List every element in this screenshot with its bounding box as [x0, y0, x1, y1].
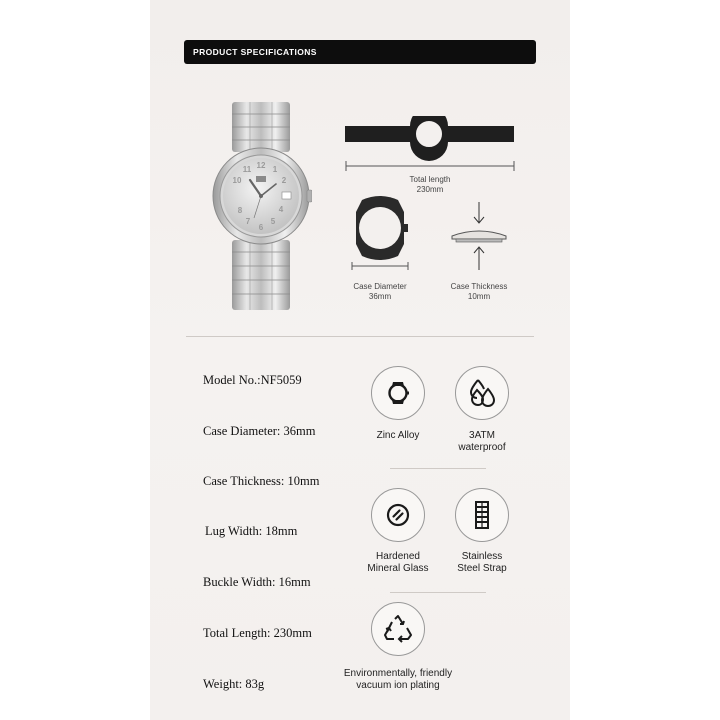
case-diameter-title: Case Diameter [353, 282, 407, 291]
watch-image [210, 100, 312, 312]
feature-ion-plating-line1: Environmentally, friendly [343, 668, 453, 679]
feature-ion-plating-line2: vacuum ion plating [356, 680, 440, 691]
page-title: PRODUCT SPECIFICATIONS [193, 47, 317, 57]
spec-case-diameter: Case Diameter: 36mm [203, 424, 316, 438]
feature-waterproof [442, 430, 522, 454]
total-length-title: Total length [409, 175, 451, 184]
water-drops-icon [455, 366, 509, 420]
svg-text:11: 11 [242, 165, 252, 174]
svg-text:6: 6 [258, 223, 264, 232]
svg-text:10: 10 [232, 176, 242, 185]
spec-lug-width: Lug Width: 18mm [205, 524, 298, 538]
spec-buckle-width: Buckle Width: 16mm [203, 575, 311, 589]
recycle-icon [371, 602, 425, 656]
feature-steel-strap-line2: Steel Strap [457, 563, 507, 574]
spec-case-thickness: Case Thickness: 10mm [203, 474, 320, 488]
bracelet-upper [232, 102, 290, 152]
feature-ion-plating [330, 668, 466, 692]
svg-text:5: 5 [270, 217, 276, 226]
section-divider [186, 336, 534, 337]
bracelet-lower [232, 240, 290, 310]
case-thickness-value: 10mm [467, 292, 491, 301]
header-bar [184, 40, 536, 64]
svg-text:12: 12 [256, 161, 266, 170]
feature-steel-strap [442, 551, 522, 575]
feature-steel-strap-line1: Stainless [461, 551, 503, 562]
feature-zinc-alloy [360, 430, 436, 442]
svg-text:2: 2 [281, 176, 287, 185]
spec-weight: Weight: 83g [203, 677, 265, 691]
feature-waterproof-line1: 3ATM [469, 430, 495, 441]
feature-mineral-glass-line2: Mineral Glass [367, 563, 429, 574]
feature-divider-2 [390, 592, 486, 593]
case-thickness-title: Case Thickness [450, 282, 508, 291]
watch-case-icon [371, 366, 425, 420]
case-diameter-diagram [348, 192, 412, 270]
case-diameter-value: 36mm [368, 292, 392, 301]
feature-mineral-glass-line1: Hardened [376, 551, 420, 562]
spec-model-number: Model No.:NF5059 [203, 373, 302, 387]
strap-diagram [340, 116, 520, 176]
spec-panel [150, 0, 570, 720]
svg-text:8: 8 [237, 206, 243, 215]
total-length-value: 230mm [416, 185, 444, 194]
case-thickness-label [439, 282, 519, 302]
feature-mineral-glass [358, 551, 438, 575]
case-diameter-label [340, 282, 420, 302]
spec-total-length: Total Length: 230mm [203, 626, 312, 640]
svg-text:4: 4 [278, 205, 284, 214]
strap-icon [455, 488, 509, 542]
glass-icon [371, 488, 425, 542]
svg-text:1: 1 [272, 165, 278, 174]
feature-zinc-alloy-line1: Zinc Alloy [376, 430, 420, 441]
feature-waterproof-line2: waterproof [458, 442, 506, 453]
feature-divider-1 [390, 468, 486, 469]
case-thickness-diagram [444, 200, 514, 272]
svg-text:7: 7 [245, 217, 251, 226]
